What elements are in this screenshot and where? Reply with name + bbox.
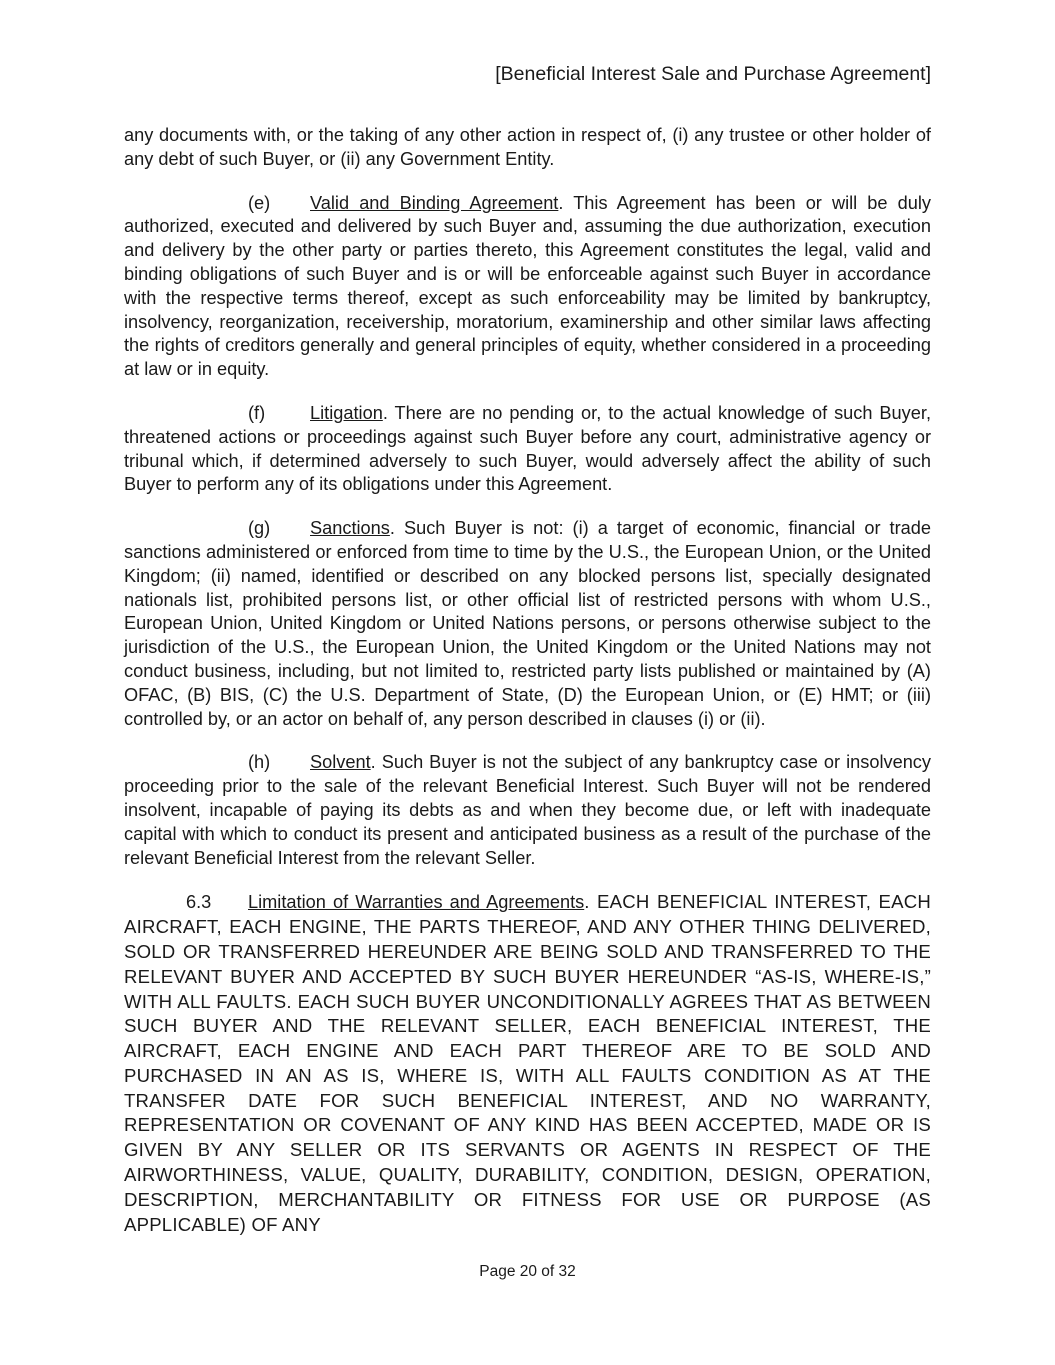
clause-e-number: (e) [248, 192, 271, 213]
clause-g-heading: Sanctions [310, 518, 390, 539]
clause-h-text: . Such Buyer is not the subject of any bankruptcy case or insolvency proceeding prior to the sale of the relevant Beneficial Interest. Such Buyer will not be rendered insolvent, incapable of paying its debts as and when they become due, or left with inadequate capital with which to conduct its present and anticipated business as a result of the purchase of the relevant Beneficial Interest from the relevant Seller. [124, 752, 931, 868]
clause-h-heading: Solvent [310, 752, 371, 773]
clause-g-number: (g) [248, 518, 271, 539]
clause-g [124, 517, 931, 731]
clause-h [124, 751, 931, 870]
document-body [124, 124, 931, 1257]
clause-f-text: . There are no pending or, to the actual knowledge of such Buyer, threatened actions or proceedings against such Buyer before any court, administrative agency or tribunal which, if determined adversely to such Buyer, would adversely affect the ability of such Buyer to perform any of its obligations under this Agreement. [124, 402, 931, 495]
document-header: [Beneficial Interest Sale and Purchase Agreement] [495, 63, 931, 85]
section-6-3-number: 6.3 [186, 892, 212, 913]
clause-e-text: . This Agreement has been or will be duly authorized, executed and delivered by such Buyer and, assuming the due authorization, execution and delivery by the other party or parties thereto, this Agreement constitutes the legal, valid and binding obligations of such Buyer and is or will be enforceable against such Buyer in accordance with the respective terms thereof, except as such enforceability may be limited by bankruptcy, insolvency, reorganization, receivership, moratorium, examinership and other similar laws affecting the rights of creditors generally and general principles of equity, whether considered in a proceeding at law or in equity. [124, 192, 932, 380]
clause-e-heading: Valid and Binding Agreement [310, 192, 559, 213]
clause-f-number: (f) [248, 402, 266, 423]
paragraph-continuation: any documents with, or the taking of any other action in respect of, (i) any trustee or other holder of any debt of such Buyer, or (ii) any Government Entity. [124, 125, 931, 169]
clause-g-text: . Such Buyer is not: (i) a target of economic, financial or trade sanctions administered or enforced from time to time by the U.S., the European Union, or the United Kingdom; (ii) named, identified or described on any blocked persons list, specially designated nationals list, prohibited persons list, or other official list of restricted persons with whom U.S., European Union, United Kingdom or United Nations persons, or persons otherwise subject to the jurisdiction of the U.S., the European Union, the United Kingdom or the United Nations may not conduct business, including, but not limited to, restricted party lists published or maintained by (A) OFAC, (B) BIS, (C) the U.S. Department of State, (D) the European Union, or (E) HMT; or (iii) controlled by, or an actor on behalf of, any person described in clauses (i) or (ii). [124, 518, 931, 729]
page-number: Page 20 of 32 [479, 1263, 576, 1280]
section-6-3-heading: Limitation of Warranties and Agreements [248, 892, 585, 913]
section-6-3 [124, 890, 931, 1237]
clause-e [124, 192, 931, 382]
clause-f-heading: Litigation [310, 402, 383, 423]
clause-f [124, 402, 931, 497]
clause-h-number: (h) [248, 752, 271, 773]
section-6-3-text: . EACH BENEFICIAL INTEREST, EACH AIRCRAFT, EACH ENGINE, THE PARTS THEREOF, AND ANY OTHER THING DELIVERED, SOLD OR TRANSFERRED HEREUNDER ARE BEING SOLD AND TRANSFERRED TO THE RELEVANT BUYER AND ACCEPTED BY SUCH BUYER HEREUNDER “AS-IS, WHERE-IS,” WITH ALL FAULTS. EACH SUCH BUYER UNCONDITIONALLY AGREES THAT AS BETWEEN SUCH BUYER AND THE RELEVANT SELLER, EACH BENEFICIAL INTEREST, THE AIRCRAFT, EACH ENGINE AND EACH PART THEREOF ARE TO BE SOLD AND PURCHASED IN AN AS IS, WHERE IS, WITH ALL FAULTS CONDITION AS AT THE TRANSFER DATE FOR SUCH BENEFICIAL INTEREST, AND NO WARRANTY, REPRESENTATION OR COVENANT OF ANY KIND HAS BEEN ACCEPTED, MADE OR IS GIVEN BY ANY SELLER OR ITS SERVANTS OR AGENTS IN RESPECT OF THE AIRWORTHINESS, VALUE, QUALITY, DURABILITY, CONDITION, DESIGN, OPERATION, DESCRIPTION, MERCHANTABILITY OR FITNESS FOR USE OR PURPOSE (AS APPLICABLE) OF ANY [124, 891, 931, 1235]
